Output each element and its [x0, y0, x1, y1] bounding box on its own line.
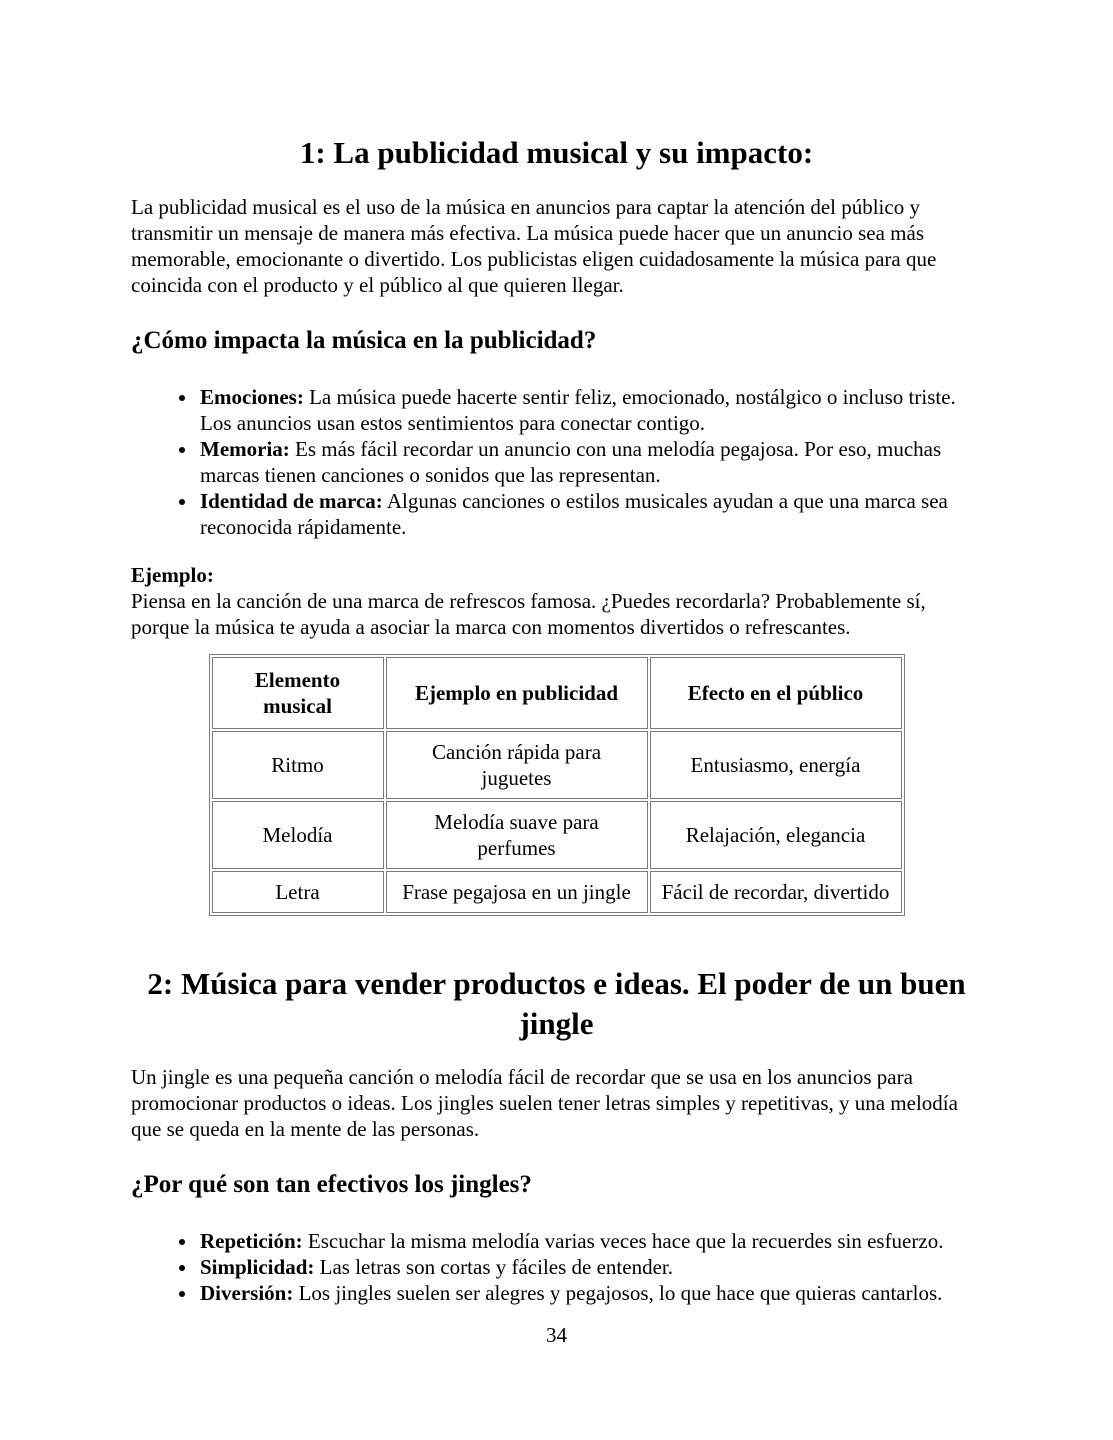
- table-cell: Melodía suave para perfumes: [386, 801, 648, 869]
- bullet-label: Memoria:: [200, 437, 290, 461]
- table-header-cell: Ejemplo en publicidad: [386, 657, 648, 729]
- list-item: [198, 1254, 982, 1280]
- table-header-row: [212, 657, 902, 729]
- list-item: [198, 384, 982, 436]
- impact-bullet-list: [131, 384, 982, 540]
- section1-title: 1: La publicidad musical y su impacto:: [299, 135, 814, 170]
- list-item: [198, 436, 982, 488]
- table-cell: Melodía: [212, 801, 384, 869]
- bullet-label: Identidad de marca:: [200, 489, 383, 513]
- bullet-text: La música puede hacerte sentir feliz, emocionado, nostálgico o incluso triste. Los anuncios usan estos sentimientos para conectar contigo.: [200, 385, 956, 435]
- music-elements-table: [209, 654, 905, 916]
- table-cell: Frase pegajosa en un jingle: [386, 871, 648, 913]
- table-cell: Ritmo: [212, 731, 384, 799]
- bullet-text: Las letras son cortas y fáciles de entender.: [319, 1255, 673, 1279]
- table-cell: Relajación, elegancia: [650, 801, 902, 869]
- table-row: [212, 731, 902, 799]
- table-row: [212, 801, 902, 869]
- section2-title: 2: Música para vender productos e ideas. El poder de un buen jingle: [147, 966, 966, 1041]
- bullet-label: Diversión:: [200, 1281, 294, 1305]
- bullet-text: Los jingles suelen ser alegres y pegajosos, lo que hace que quieras cantarlos.: [298, 1281, 943, 1305]
- page-number: 34: [546, 1323, 567, 1347]
- bullet-label: Repetición:: [200, 1229, 303, 1253]
- bullet-text: Algunas canciones o estilos musicales ayudan a que una marca sea reconocida rápidamente.: [200, 489, 948, 539]
- bullet-label: Emociones:: [200, 385, 304, 409]
- table-row: [212, 871, 902, 913]
- bullet-label: Simplicidad:: [200, 1255, 315, 1279]
- section1-intro-paragraph: La publicidad musical es el uso de la música en anuncios para captar la atención del público y transmitir un mensaje de manera más efectiva. La música puede hacer que un anuncio sea más memorable, emocionante o divertido. Los publicistas eligen cuidadosamente la música para que coincida con el producto y el público al que quieren llegar.: [131, 195, 937, 297]
- bullet-text: Es más fácil recordar un anuncio con una melodía pegajosa. Por eso, muchas marcas tienen canciones o sonidos que las representan.: [200, 437, 942, 487]
- list-item: [198, 1228, 982, 1254]
- table-header-cell: Elemento musical: [212, 657, 384, 729]
- table-header-cell: Efecto en el público: [650, 657, 902, 729]
- jingles-bullet-list: [131, 1228, 982, 1306]
- section2-subheading: ¿Por qué son tan efectivos los jingles?: [131, 1171, 532, 1198]
- list-item: [198, 1280, 982, 1306]
- example-text: Piensa en la canción de una marca de refrescos famosa. ¿Puedes recordarla? Probablemente sí, porque la música te ayuda a asociar la marca con momentos divertidos o refrescantes.: [131, 589, 926, 639]
- table-cell: Fácil de recordar, divertido: [650, 871, 902, 913]
- bullet-text: Escuchar la misma melodía varias veces hace que la recuerdes sin esfuerzo.: [307, 1229, 944, 1253]
- table-cell: Canción rápida para juguetes: [386, 731, 648, 799]
- list-item: [198, 488, 982, 540]
- section2-intro-paragraph: Un jingle es una pequeña canción o melodía fácil de recordar que se usa en los anuncios para promocionar productos o ideas. Los jingles suelen tener letras simples y repetitivas, y una melodía que se queda en la mente de las personas.: [131, 1065, 958, 1141]
- table-cell: Letra: [212, 871, 384, 913]
- example-label: Ejemplo:: [131, 563, 214, 587]
- section1-subheading: ¿Cómo impacta la música en la publicidad?: [131, 327, 597, 354]
- example-block: [131, 562, 982, 640]
- table-cell: Entusiasmo, energía: [650, 731, 902, 799]
